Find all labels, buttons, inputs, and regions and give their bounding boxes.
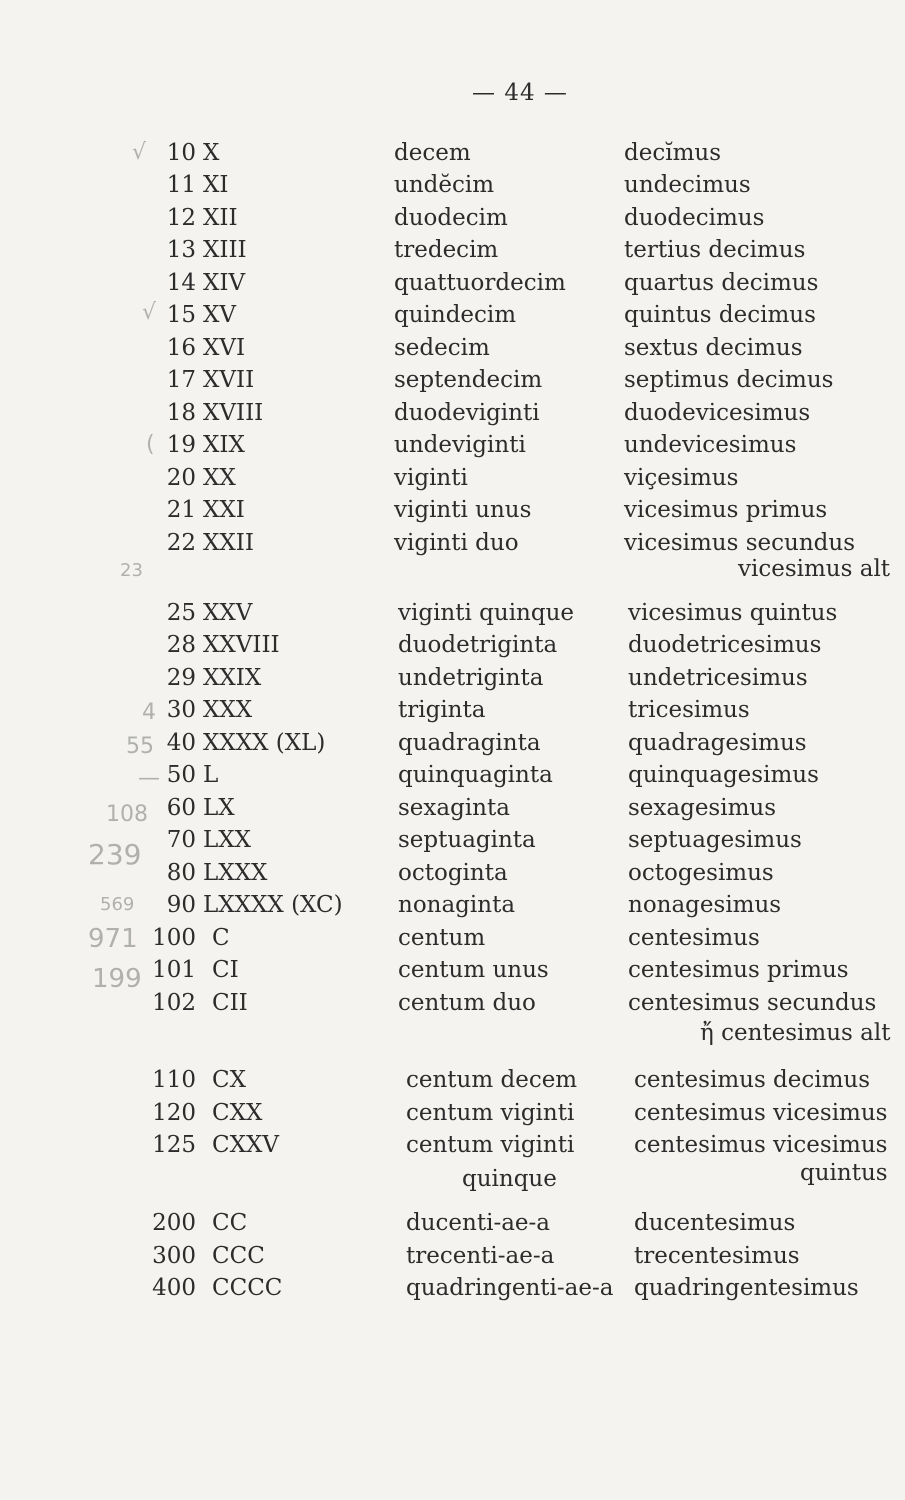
cardinal-numeral: viginti unus	[394, 497, 532, 523]
cardinal-numeral: quadraginta	[398, 730, 541, 756]
arabic-numeral: 18	[166, 400, 196, 426]
table-row	[0, 628, 905, 662]
table-row	[0, 331, 905, 365]
table-row	[0, 1096, 905, 1130]
cardinal-numeral: septuaginta	[398, 827, 536, 853]
ordinal-numeral: quinquagesimus	[628, 762, 819, 788]
roman-numeral: CX	[212, 1067, 246, 1093]
cardinal-numeral: centum duo	[398, 990, 536, 1016]
roman-numeral: XVI	[203, 335, 246, 361]
arabic-numeral: 90	[166, 892, 196, 918]
ordinal-numeral: centesimus vicesimus	[634, 1100, 888, 1126]
ordinal-numeral: quintus decimus	[624, 302, 816, 328]
table-row	[0, 233, 905, 267]
ordinal-numeral: centesimus decimus	[634, 1067, 871, 1093]
table-row	[0, 201, 905, 235]
pencil-note: 569	[100, 894, 135, 915]
pencil-note: 4	[142, 700, 156, 725]
pencil-note: 199	[92, 964, 142, 994]
arabic-numeral: 16	[166, 335, 196, 361]
ordinal-numeral: duodecimus	[624, 205, 765, 231]
roman-numeral: CCCC	[212, 1275, 283, 1301]
cardinal-numeral: trecenti-ae-a	[406, 1243, 555, 1269]
arabic-numeral: 15	[166, 302, 196, 328]
roman-numeral: XI	[203, 172, 229, 198]
cardinal-numeral: duodeviginti	[394, 400, 540, 426]
ordinal-numeral: tricesimus	[628, 697, 750, 723]
ordinal-numeral: decĭmus	[624, 140, 721, 166]
table-row	[0, 428, 905, 462]
ordinal-numeral: sexagesimus	[628, 795, 777, 821]
table-row	[0, 363, 905, 397]
pencil-note: √	[142, 300, 157, 325]
table-row	[0, 168, 905, 202]
ordinal-numeral: septuagesimus	[628, 827, 802, 853]
roman-numeral: CXXV	[212, 1132, 279, 1158]
arabic-numeral: 102	[152, 990, 196, 1016]
cardinal-numeral: quadringenti-ae-a	[406, 1275, 614, 1301]
ordinal-numeral: centesimus vicesimus	[634, 1132, 888, 1158]
ordinal-numeral: vicesimus primus	[624, 497, 828, 523]
ordinal-numeral: centesimus primus	[628, 957, 849, 983]
table-row	[0, 1063, 905, 1097]
cardinal-numeral: octoginta	[398, 860, 508, 886]
roman-numeral: XXVIII	[203, 632, 280, 658]
roman-numeral: L	[203, 762, 219, 788]
cardinal-numeral: viginti	[394, 465, 468, 491]
arabic-numeral: 40	[166, 730, 196, 756]
roman-numeral: XII	[203, 205, 238, 231]
arabic-numeral: 100	[152, 925, 196, 951]
ordinal-numeral: undetricesimus	[628, 665, 808, 691]
roman-numeral: XXXX (XL)	[203, 730, 326, 756]
pencil-note: 971	[88, 924, 138, 954]
cardinal-numeral: undetriginta	[398, 665, 544, 691]
ordinal-numeral: undecimus	[624, 172, 751, 198]
roman-numeral: X	[203, 140, 220, 166]
cardinal-numeral: undĕcim	[394, 172, 495, 198]
ordinal-continuation-102: ἤ centesimus alt	[700, 1020, 891, 1046]
arabic-numeral: 110	[152, 1067, 196, 1093]
arabic-numeral: 80	[166, 860, 196, 886]
cardinal-numeral: quindecim	[394, 302, 517, 328]
arabic-numeral: 400	[152, 1275, 196, 1301]
ordinal-numeral: duodetricesimus	[628, 632, 822, 658]
ordinal-numeral: duodevicesimus	[624, 400, 811, 426]
roman-numeral: XIV	[203, 270, 246, 296]
ordinal-numeral: nonagesimus	[628, 892, 782, 918]
roman-numeral: XXV	[203, 600, 253, 626]
roman-numeral: XV	[203, 302, 236, 328]
cardinal-numeral: sedecim	[394, 335, 490, 361]
arabic-numeral: 29	[166, 665, 196, 691]
roman-numeral: XVII	[203, 367, 255, 393]
cardinal-numeral: centum	[398, 925, 486, 951]
ordinal-numeral: sextus decimus	[624, 335, 803, 361]
arabic-numeral: 22	[166, 530, 196, 556]
ordinal-continuation-125: quintus	[800, 1160, 888, 1186]
ordinal-numeral: vicesimus quintus	[628, 600, 838, 626]
cardinal-numeral: centum viginti	[406, 1132, 575, 1158]
table-row	[0, 396, 905, 430]
ordinal-numeral: trecentesimus	[634, 1243, 800, 1269]
arabic-numeral: 17	[166, 367, 196, 393]
cardinal-numeral: quattuordecim	[394, 270, 566, 296]
arabic-numeral: 200	[152, 1210, 196, 1236]
roman-numeral: CI	[212, 957, 239, 983]
roman-numeral: CII	[212, 990, 248, 1016]
arabic-numeral: 70	[166, 827, 196, 853]
ordinal-numeral: centesimus secundus	[628, 990, 877, 1016]
roman-numeral: CCC	[212, 1243, 265, 1269]
ordinal-numeral: septimus decimus	[624, 367, 834, 393]
table-row	[0, 493, 905, 527]
arabic-numeral: 300	[152, 1243, 196, 1269]
arabic-numeral: 125	[152, 1132, 196, 1158]
roman-numeral: CC	[212, 1210, 248, 1236]
table-row	[0, 661, 905, 695]
cardinal-numeral: centum decem	[406, 1067, 578, 1093]
ordinal-numeral: octogesimus	[628, 860, 774, 886]
table-row	[0, 1206, 905, 1240]
arabic-numeral: 120	[152, 1100, 196, 1126]
cardinal-numeral: quinquaginta	[398, 762, 553, 788]
table-row	[0, 1271, 905, 1305]
pencil-note: √	[132, 140, 147, 165]
table-row	[0, 266, 905, 300]
arabic-numeral: 14	[166, 270, 196, 296]
ordinal-numeral: ducentesimus	[634, 1210, 796, 1236]
roman-numeral: LX	[203, 795, 235, 821]
arabic-numeral: 101	[152, 957, 196, 983]
arabic-numeral: 11	[166, 172, 196, 198]
roman-numeral: XX	[203, 465, 236, 491]
pencil-note: —	[138, 766, 160, 791]
arabic-numeral: 20	[166, 465, 196, 491]
ordinal-numeral: viçesimus	[624, 465, 739, 491]
table-row	[0, 693, 905, 727]
arabic-numeral: 19	[166, 432, 196, 458]
page-number: — 44 —	[472, 80, 568, 106]
cardinal-numeral: septendecim	[394, 367, 543, 393]
ordinal-continuation-22: vicesimus alt	[738, 556, 891, 582]
roman-numeral: XVIII	[203, 400, 264, 426]
cardinal-numeral: triginta	[398, 697, 486, 723]
table-row	[0, 596, 905, 630]
roman-numeral: XXI	[203, 497, 245, 523]
pencil-note: 108	[106, 802, 148, 827]
table-row	[0, 298, 905, 332]
roman-numeral: C	[212, 925, 230, 951]
cardinal-numeral: tredecim	[394, 237, 499, 263]
ordinal-numeral: centesimus	[628, 925, 760, 951]
table-row	[0, 1239, 905, 1273]
roman-numeral: LXXX	[203, 860, 268, 886]
pencil-note: 239	[88, 838, 142, 871]
cardinal-numeral: undeviginti	[394, 432, 526, 458]
cardinal-numeral: ducenti-ae-a	[406, 1210, 551, 1236]
cardinal-numeral: nonaginta	[398, 892, 516, 918]
cardinal-continuation-125: quinque	[462, 1166, 557, 1192]
table-row	[0, 461, 905, 495]
table-row	[0, 758, 905, 792]
pencil-note: (	[146, 432, 155, 457]
ordinal-numeral: undevicesimus	[624, 432, 797, 458]
cardinal-numeral: viginti duo	[394, 530, 519, 556]
cardinal-numeral: centum viginti	[406, 1100, 575, 1126]
roman-numeral: XIII	[203, 237, 247, 263]
arabic-numeral: 30	[166, 697, 196, 723]
arabic-numeral: 25	[166, 600, 196, 626]
arabic-numeral: 12	[166, 205, 196, 231]
arabic-numeral: 10	[166, 140, 196, 166]
roman-numeral: XIX	[203, 432, 245, 458]
ordinal-numeral: quartus decimus	[624, 270, 819, 296]
pencil-note: 55	[126, 734, 154, 759]
roman-numeral: CXX	[212, 1100, 263, 1126]
cardinal-numeral: viginti quinque	[398, 600, 575, 626]
arabic-numeral: 60	[166, 795, 196, 821]
arabic-numeral: 13	[166, 237, 196, 263]
ordinal-numeral: quadringentesimus	[634, 1275, 859, 1301]
cardinal-numeral: duodecim	[394, 205, 508, 231]
cardinal-numeral: centum unus	[398, 957, 549, 983]
table-row	[0, 1128, 905, 1162]
ordinal-numeral: vicesimus secundus	[624, 530, 855, 556]
ordinal-numeral: tertius decimus	[624, 237, 806, 263]
cardinal-numeral: duodetriginta	[398, 632, 558, 658]
cardinal-numeral: decem	[394, 140, 471, 166]
arabic-numeral: 50	[166, 762, 196, 788]
arabic-numeral: 21	[166, 497, 196, 523]
arabic-numeral: 28	[166, 632, 196, 658]
pencil-note: 23	[120, 560, 143, 581]
roman-numeral: XXX	[203, 697, 253, 723]
roman-numeral: LXX	[203, 827, 252, 853]
ordinal-numeral: quadragesimus	[628, 730, 807, 756]
roman-numeral: XXII	[203, 530, 254, 556]
cardinal-numeral: sexaginta	[398, 795, 510, 821]
roman-numeral: LXXXX (XC)	[203, 892, 343, 918]
roman-numeral: XXIX	[203, 665, 262, 691]
table-row	[0, 888, 905, 922]
